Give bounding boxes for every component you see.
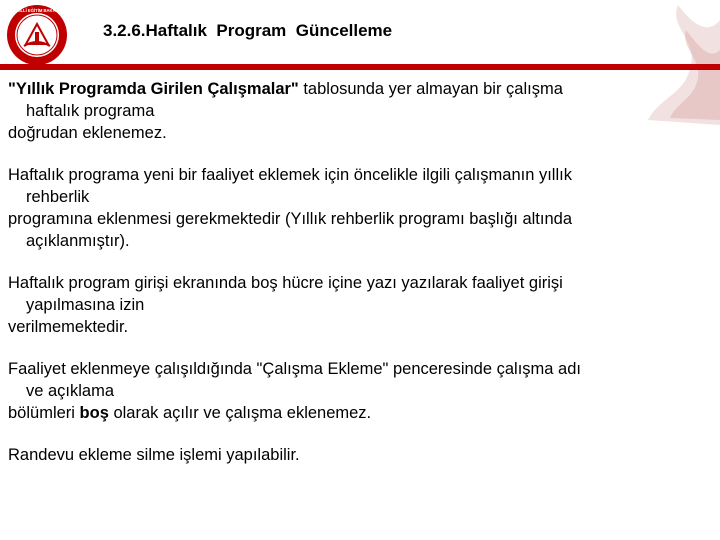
header-divider [0,64,720,70]
text-segment: Randevu ekleme silme işlemi yapılabilir. [8,446,300,464]
text-line [8,230,708,252]
text-line [8,444,708,466]
page-title: 3.2.6.Haftalık Program Güncelleme [103,21,393,40]
text-segment: Faaliyet eklenmeye çalışıldığında "Çalışma Ekleme" penceresinde çalışma adı [8,360,581,378]
text-segment: Haftalık program girişi ekranında boş hücre içine yazı yazılarak faaliyet girişi [8,274,563,292]
bold-text: "Yıllık Programda Girilen Çalışmalar" [8,80,299,98]
paragraph [8,164,708,252]
text-line [8,272,708,294]
slide-header [0,0,720,70]
text-line [8,186,708,208]
svg-text:T.C. MİLLÎ EĞİTİM BAKANLIĞI: T.C. MİLLÎ EĞİTİM BAKANLIĞI [7,8,67,13]
ministry-logo-icon [6,4,68,66]
text-line [8,208,708,230]
text-line [8,164,708,186]
text-segment: rehberlik [26,188,90,206]
slide-body [8,78,708,486]
text-segment: ve açıklama [26,382,115,400]
text-segment: verilmemektedir. [8,318,129,336]
text-segment: bölümleri [8,404,80,422]
text-segment: açıklanmıştır). [26,232,130,250]
paragraph [8,358,708,424]
text-line [8,294,708,316]
text-line [8,100,708,122]
text-segment: olarak açılır ve çalışma eklenemez. [108,404,372,422]
text-segment: tablosunda yer almayan bir çalışma [298,80,563,98]
text-segment: haftalık programa [26,102,155,120]
text-line [8,78,708,100]
paragraph [8,444,708,466]
paragraph [8,272,708,338]
text-segment: programına eklenmesi gerekmektedir (Yıllık rehberlik programı başlığı altında [8,210,572,228]
text-line [8,122,708,144]
text-line [8,316,708,338]
text-line [8,358,708,380]
bold-text: boş [79,404,109,422]
text-segment: Haftalık programa yeni bir faaliyet eklemek için öncelikle ilgili çalışmanın yıllık [8,166,572,184]
text-line [8,380,708,402]
paragraph [8,78,708,144]
text-segment: doğrudan eklenemez. [8,124,167,142]
text-segment: yapılmasına izin [26,296,145,314]
text-line [8,402,708,424]
